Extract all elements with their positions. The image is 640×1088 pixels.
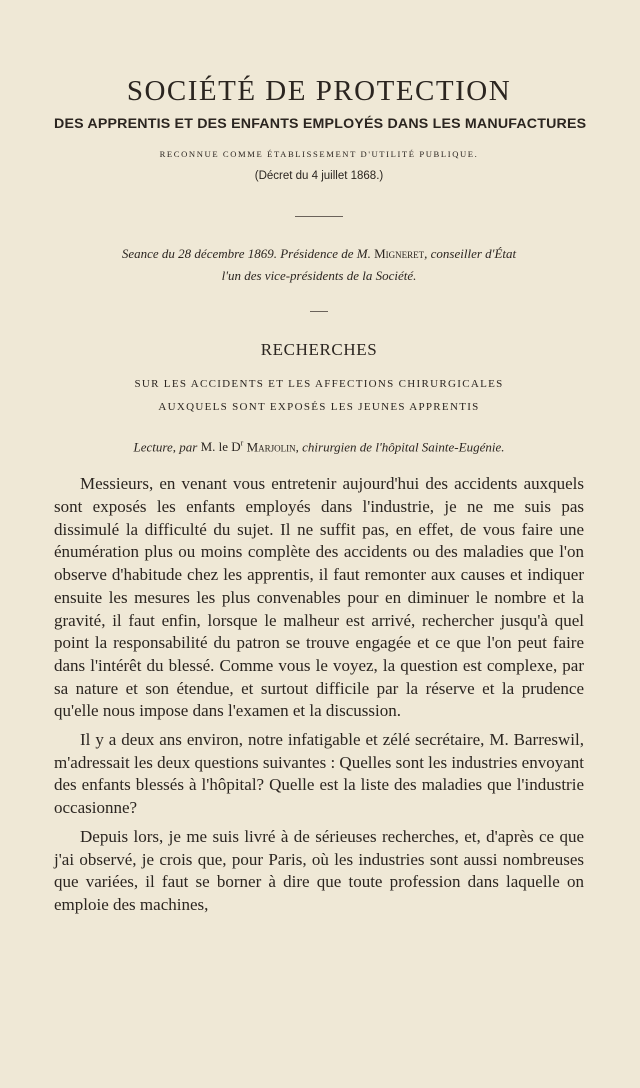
author-name: Marjolin (246, 439, 296, 455)
seance-suffix: , conseiller d'État (424, 246, 517, 261)
president-name: Migneret (374, 246, 425, 261)
recognition-line: RECONNUE COMME ÉTABLISSEMENT D'UTILITÉ PUBLIQUE. (159, 149, 479, 159)
paragraph-2: Il y a deux ans environ, notre infatigable et zélé secrétaire, M. Barreswil, m'adressait les deux questions suivantes : Quelles sont les industries envoyant des enfants blessés à l'hôpital? Quelle est la liste des maladies que l'industrie occasionne? (54, 730, 584, 818)
lecture-suffix: , chirurgien de l'hôpital Sainte-Eugénie. (295, 439, 505, 455)
society-title: SOCIÉTÉ DE PROTECTION (126, 75, 512, 107)
short-separator-rule (310, 311, 328, 312)
section-title: RECHERCHES (260, 340, 378, 359)
seance-line2: l'un des vice-présidents de la Société. (221, 268, 417, 283)
section-subtitle (54, 373, 584, 419)
subtitle-line2: AUXQUELS SONT EXPOSÉS LES JEUNES APPRENTIS (158, 401, 480, 413)
decree-line: (Décret du 4 juillet 1868.) (254, 170, 384, 182)
separator-rule (295, 216, 343, 217)
lecture-title: M. le $D^r$ (200, 439, 244, 455)
lecture-prefix: Lecture, par (133, 439, 198, 455)
subtitle-line1: SUR LES ACCIDENTS ET LES AFFECTIONS CHIRURGICALES (134, 378, 504, 390)
seance-heading (54, 243, 584, 287)
body-text (54, 473, 584, 916)
paragraph-1: Messieurs, en venant vous entretenir aujourd'hui des accidents auxquels sont exposés les enfants employés dans l'industrie, je ne me suis pas dissimulé la difficulté du sujet. Il ne suffit pas, en effet, de vous faire une énumération plus ou moins complète des accidents ou des maladies que l'on observe d'habitude chez les apprentis, il faut remonter aux causes et indiquer ensuite les mesures les plus convenables pour en diminuer le nombre et la gravité, il faut enfin, lorsque le malheur est arrivé, rechercher jusqu'à quel point la responsabilité du patron se trouve engagée et ce que l'on peut faire dans l'intérêt du blessé. Comme vous le voyez, la question est complexe, par sa nature et son étendue, et surtout difficile par la réserve et la prudence qu'elle nous impose dans l'examen et la discussion. (54, 474, 584, 721)
society-subtitle: DES APPRENTIS ET DES ENFANTS EMPLOYÉS DANS LES MANUFACTURES (54, 116, 587, 132)
paragraph-3: Depuis lors, je me suis livré à de sérieuses recherches, et, d'après ce que j'ai observé, je crois que, pour Paris, où les industries sont aussi nombreuses que variées, il faut se borner à dire que toute profession dans laquelle on emploie des machines, (54, 826, 584, 914)
lecture-title-sup: r (240, 439, 244, 448)
lecture-line (54, 435, 584, 456)
seance-prefix: Seance du 28 décembre 1869. Présidence de M. (121, 246, 371, 261)
